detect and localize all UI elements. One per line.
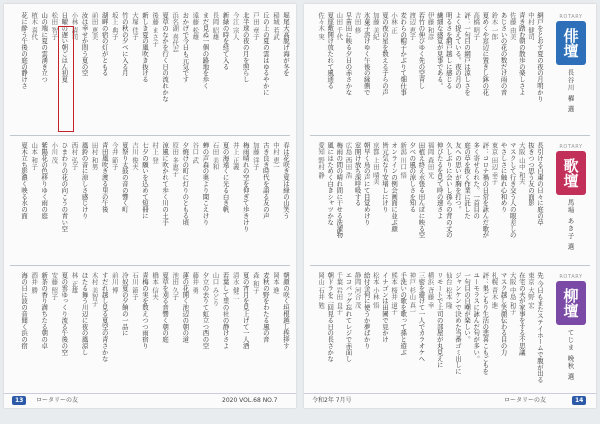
poem-line: 夏祭り太鼓の音の響く町 [120,142,129,213]
poem-line: マスクして行き交う人の眼差しの [508,142,517,238]
poem-line: 田植え終え水張る田んぼに映る空 [417,142,426,238]
poem-line: 評：コロナ禍の日常を詠んだ歌が [481,142,490,238]
rotary-label: ROTARY [559,274,583,280]
poem-line: まだ見ぬ一個の路地を歩く [201,12,210,89]
poem-author: 愛知 野村 静 [317,142,326,179]
poem-author: 田村 和男 [90,142,99,170]
poem-line: 皆元気なり安堵しにけり [380,142,389,213]
poem-author: 池田 久子 [171,272,180,300]
section-divider [310,135,590,136]
band-divider [10,135,290,136]
poem-line: 青梅の実を数えつつ雨宿り [140,272,149,349]
left-footer [4,393,296,408]
poem-author: 東京 田辺 幸子 [490,142,499,185]
poem-line: よく捉えている。夜の月の [453,12,462,89]
poem-line: 新しき夏の風吹き抜ける [140,12,149,83]
poem-author: 西村 弘子 [70,142,79,170]
poem-author: 大塚 佳子 [130,12,139,40]
poem-line: 夏の夜の星を数える子らの声 [380,12,389,96]
poem-line: 堀尾大高脱げ海が冬を [282,12,290,76]
poem-line: 梅雨の間の晴れ間に干せる洗濯物 [335,142,344,238]
poem-author: 山本 和子 [30,142,39,170]
poem-line: 窓開け放ち深呼吸する [353,142,362,206]
section-header [552,14,590,127]
poem-author: 清水 健二 [231,272,240,300]
poem-line: 手洗いの歌を歌って孫と遊ぶ [399,272,408,356]
left-band-3 [10,268,290,392]
right-issue-tag: 令和2年 7月号 [312,397,352,404]
poem-line: 蓮の花開く池辺の朝の道 [181,272,190,343]
poem-line: 紫陽花の色移りゆく雨の庭 [40,142,49,219]
poem-line: 若葉して里の社の静けさよ [221,272,230,349]
poem-line: 冷奴夏の夕餉の一品に [120,272,129,336]
poem-author: 前川 博 [110,272,119,294]
poem-author: 森 和子 [251,272,260,294]
poem-author: 橋本 信夫 [151,272,160,300]
poem-line: 明るさを網戸越しに感じる [444,12,453,89]
left-issue-tag: 2020 VOL.68 NO.7 [222,397,278,404]
poem-line: 給付金何に使うか夢ばかり [362,272,371,349]
poem-author: 松本 小林 悟 [371,272,380,309]
poem-line: マスク越し笑顔伝わる目の力 [499,272,508,356]
right-magazine-name: ロータリーの友 [504,397,547,404]
poem-author: 今井 節子 [110,142,119,170]
section-body [310,8,544,132]
poem-line: 三密を避けて一人でカラオケへ [417,272,426,362]
poem-author: 谷口 武 [191,142,200,164]
poem-line: ひまわりの花の向こうの青い空 [60,142,69,232]
poem-line: 伸びたるを見て時の速さよ [435,142,444,219]
poem-line: 長引ける自粛の日々に庭の草 [536,142,544,226]
poem-author: 植木 喜代 [30,12,39,40]
poem-line: オンラインの例会画面に並ぶ顔 [390,142,399,232]
left-magazine-name: ロータリーの友 [36,397,79,404]
poem-line: 古き良き時代を語る友の声 [261,142,270,219]
poem-author: 遠藤 松雄 [191,12,200,40]
poem-author: 石川 節子 [130,272,139,300]
poem-line: やさしさに触れ心和めり [499,142,508,213]
poem-line: 若竹の伸びゆく先の空青し [417,12,426,89]
poem-line: 早苗田に映る夕日の赤さかな [344,12,353,96]
poem-author: 岡山 石井 勉 [317,272,326,309]
poem-line: 夏の宵月を見上げて一人酒 [241,272,250,349]
poem-line: 湖畔の宿の灯がともる [100,12,109,76]
poem-author: 坂上 典子 [110,12,119,40]
poem-author: 佐々木 実 [317,12,326,40]
section-header [552,144,590,257]
section-badge: 歌壇 [556,151,586,195]
poem-author: 仙台 松本 隆 [444,272,453,309]
poem-author: 井上 正義 [231,142,240,170]
right-footer [304,393,596,408]
poem-author: 大阪 山中 和夫 [517,142,526,185]
poem-line: 久しぶりに会いし孫らの背の丈の [444,142,453,238]
poem-line: 評：一句目の網戸は涼しさを [463,12,472,96]
poem-author: 千葉 岩田 良子 [335,272,344,315]
poem-line: 夏めくや窓辺に置きし鉢の花 [481,12,490,96]
poem-line: 北半球の夜の月を照らし [241,12,250,83]
poem-line: 夏の海遠くに光る白き帆 [221,142,230,213]
section-badge: 俳壇 [556,21,586,65]
poem-author: 稲城 若武 [271,12,280,40]
poem-line: 新緑の時を経て入る [221,12,230,70]
poem-line: 先 今日もまたステイホームで腹が出る [536,272,544,383]
poem-line: ほたる舞う川辺に夜の風涼し [80,272,89,356]
poem-author: 京都 上田 晴美 [371,142,380,185]
poem-line: 夏草を刈る音響く朝の庭 [161,272,170,343]
section-body [310,138,544,262]
poem-author: 岡本 進 [271,272,280,294]
poem-author: 山口 みどり [211,272,220,307]
poem-author: 小川 茂 [50,142,59,164]
poem-line: ユーモラスに詠んだ句が多い。 [472,272,481,362]
poem-author: 長岡 昭雄 [211,12,220,40]
poem-line: 朝ドラを二回見る日の長さかな [326,272,335,362]
selector-name: てじま 晩秋 選 [566,329,575,381]
poem-line: 多く寄せられた。一首目の [472,142,481,219]
poem-author: 石田 美和 [211,142,220,170]
poem-line: 汝は幸せか問う夏の空 [80,12,89,76]
poem-author: 佐藤 由美 [508,12,517,40]
poem-author: 酒井 勝 [30,272,39,294]
poem-line: 青田風吹き渡る里の午後 [100,142,109,213]
rotary-label: ROTARY [559,144,583,150]
section-badge: 柳壇 [556,281,586,325]
poem-line: 海の日に波の音聞く浜の宿 [20,272,29,349]
poem-line: 氷菓子溶けゆく午後の縁側で [362,12,371,96]
poem-line: 涼風に吹かれて歩く川の土手 [161,142,170,226]
poem-line: 網戸をとおす夏の夜の月明かり [536,12,544,102]
poem-line: 夕べの風の涼しさを知る [408,142,417,213]
selector-name: 長谷川 櫂 選 [566,69,575,113]
poem-line: 繊細な感覚が見事である。 [435,12,444,89]
right-page [304,4,596,408]
left-page [4,4,296,408]
poem-line: 山の端に夏の雲湧き立つ [40,12,49,83]
poem-line: 朝顔の咲く垣根越し挨拶す [282,272,290,349]
band-divider [10,265,290,266]
poem-line: 麦わらの帽子かぶりて畑仕事 [399,12,408,96]
left-band-2 [10,138,290,262]
poem-author: 木村 美智子 [90,272,99,307]
left-page-number: 13 [12,396,26,405]
poem-line: エコバッグ忘れてレジで赤面し [344,272,353,362]
poem-line: 蝉の声森の奥より聞こえけり [201,142,210,226]
section-divider [310,265,590,266]
poem-line: 評：巣ごもり生活の悲喜こもごもを [481,272,490,375]
poem-line: おかげで今日も元気です [181,12,190,83]
poem-author: 村上 登 [151,142,160,164]
poem-line: 夏の雲ゆっくり流る午後の空 [60,272,69,356]
poem-author: 加藤 洋子 [251,142,260,170]
poem-author: 山田 千代 [335,12,344,40]
poem-line: あじさいの花の数だけ雨の音 [499,12,508,96]
poem-author: 鈴木 一郎 [490,12,499,40]
poem-line: 麦秋の野をわたる風の音 [261,272,270,343]
poem-author: 吉田 修 [353,12,362,34]
poem-line: ジャンケンで決めた当番ゴミ出しに [453,272,462,375]
poem-line: イナゴンは田圃で見かけ [380,272,389,343]
poem-author: 伊藤 和彦 [426,12,435,40]
poem-line: 梅雨晴れの空を仰ぎて歩きけり [241,142,250,232]
section-header [552,274,590,387]
poem-line: 抜きつつ思う友の面影 [526,142,535,206]
poem-author: 熊本 桜井 道子 [390,272,399,315]
rotary-label: ROTARY [559,14,583,20]
poem-author: 戸田 章子 [251,12,260,40]
poem-line: 風鈴の音に涼しさ感じけり [80,142,89,219]
poem-author: 神戸 杉山 真一 [408,272,417,315]
poem-author: 浜名湖 喜代志 [171,12,180,53]
poem-line: 夏木立ち影濃く映る水の面 [20,142,29,219]
poem-line: 青き踏む朝の散歩の楽しさよ [517,12,526,96]
poem-line: 丘の上の夏の雲はゆるやかに [261,12,270,96]
poem-line: 庭の草を抜く作業に託した [463,142,472,219]
poem-author: 藤井 勇 [191,272,200,294]
poem-author: 渡辺 恵子 [408,12,417,40]
poem-line: 夕焼けの町に灯りのともる頃 [181,142,190,226]
poem-author: 福岡 森田 光 [426,142,435,179]
poem-author: 加藤 美紀 [371,12,380,40]
poem-author: 札幌 青木 進 [490,272,499,309]
section-body [310,268,544,392]
poem-author: 高橋 明子 [472,12,481,40]
poem-author: 前田 恵美 [90,12,99,40]
poem-author: 吉川 俊夫 [130,142,139,170]
poem-line: 七夕の願いを込めて短冊に [140,142,149,219]
right-page-number: 14 [572,396,586,405]
poem-author: 林 正雄 [70,272,79,294]
highlight-box [58,26,74,132]
selector-name: 馬場 あき子 選 [566,199,575,251]
poem-author: 新潟 川口 悟 [399,142,408,179]
poem-author: 原田 多恵子 [171,142,180,177]
poem-line: 竹の秋の夕べに入る月 [120,12,129,76]
poem-author: 安藤 照子 [50,272,59,300]
poem-line: 風にはためく白きシャツかな [326,142,335,226]
poem-line: 新茶の香り満ちたる朝の卓 [40,272,49,349]
poem-line: 夏座敷開け放たれて風通る [326,12,335,89]
poem-author: 小林 正 [390,12,399,34]
poem-author: 静岡 河合 茂 [353,272,362,309]
poem-line: 日曜の遅い朝ごはん初夏 [60,12,69,83]
poem-author: 今江 宗人 [231,12,240,40]
poem-line: 朝早く鳥の声にて目覚めけり [362,142,371,226]
poem-author: 小林 清司 [70,12,79,40]
poem-line: 花に酔う午後の庭の静けさ [20,12,29,89]
poem-line: リモートで上司の部屋が丸見えに [435,272,444,368]
poem-author: 中村 恵一 [271,142,280,170]
poem-line: 春は花咲き夏は緑の山笑う [282,142,290,219]
poem-line: 一句目の自嘲が楽しい。 [463,272,472,343]
poem-line: 夏草のなかを行く日の流れかな [161,12,170,102]
poem-author: 中村 健司 [526,12,535,40]
poem-author: 大阪 中島 和子 [508,272,517,315]
poem-author: 広島 西田 浩 [344,142,353,179]
poem-author: 後藤 まさ子 [151,12,160,47]
poem-author: 東京 大野 宏 [526,272,535,309]
left-band-1 [10,8,290,132]
poem-line: すだれ越し見る夏空の青さかな [100,272,109,362]
poem-author: 横浜 斉藤 幸 [426,272,435,309]
poem-author: 松田 智子 [50,12,59,40]
poem-line: 夕立の去りて虹立つ西の空 [201,272,210,349]
poem-line: 友への思いが胸を打つ。 [453,142,462,213]
poem-line: 在宅の夫が家事をする不思議 [517,272,526,356]
